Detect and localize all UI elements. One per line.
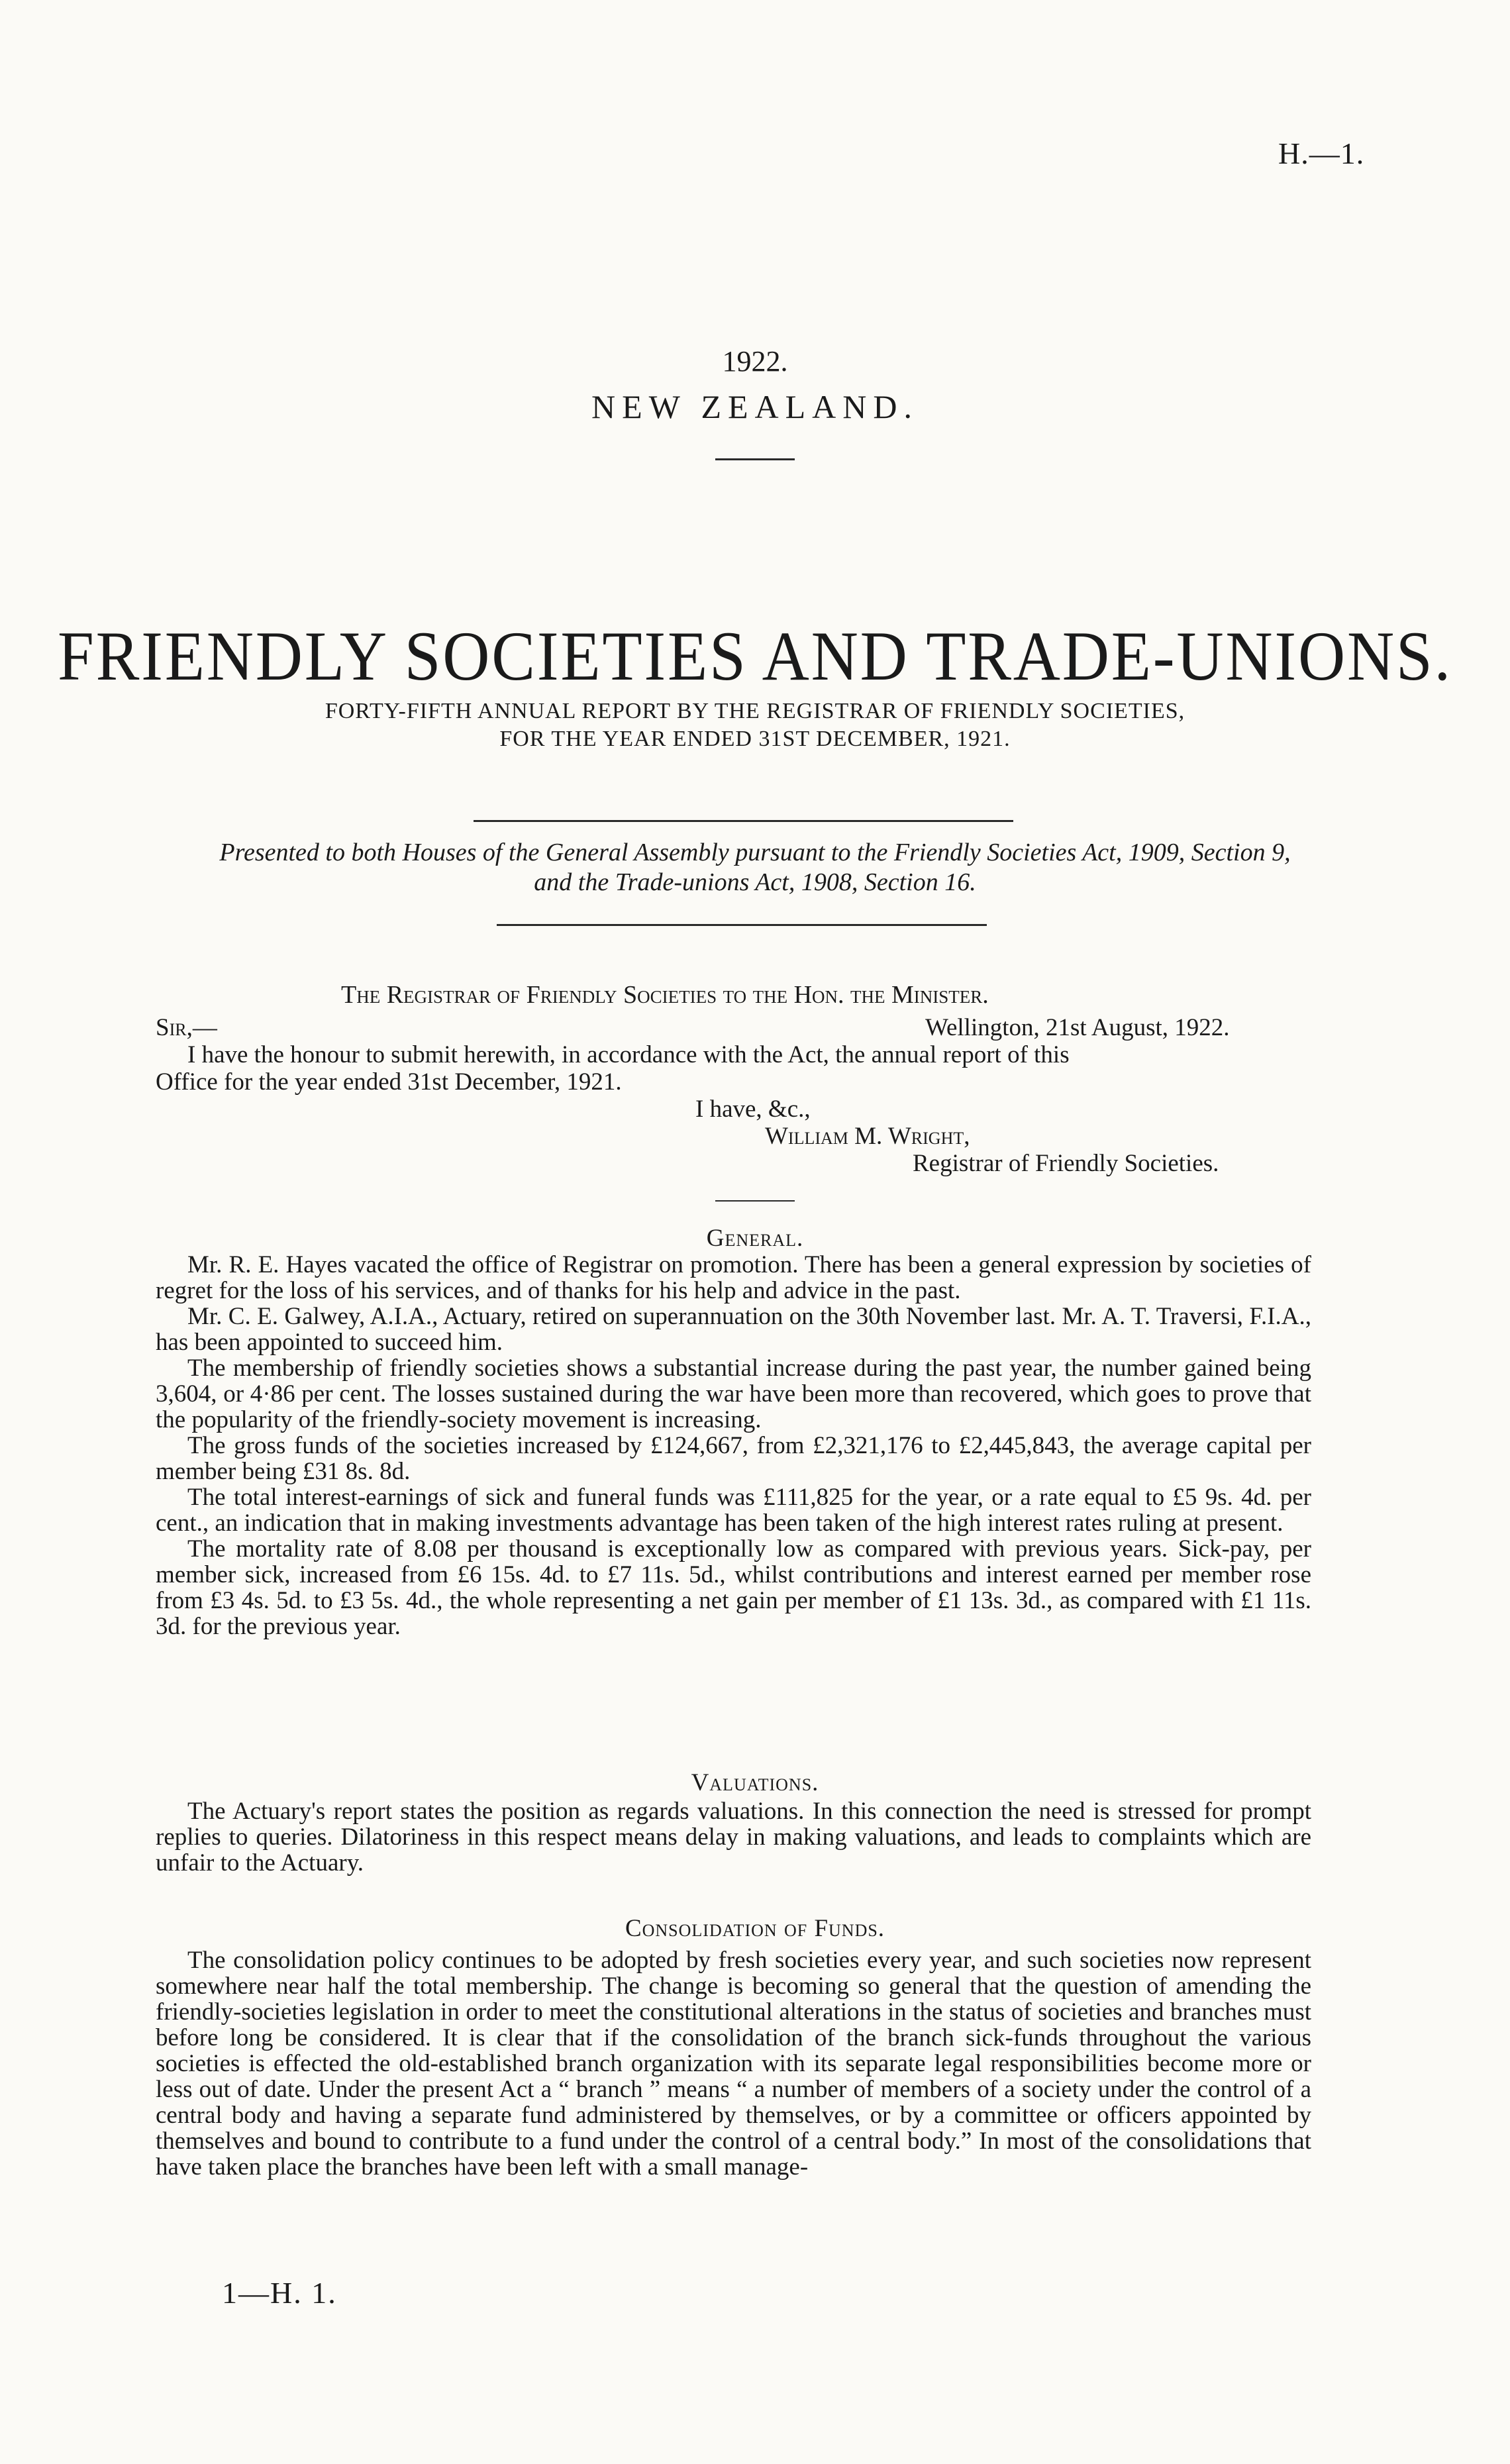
printer-signature-mark: 1—H. 1.	[222, 2276, 337, 2310]
document-title: FRIENDLY SOCIETIES AND TRADE-UNIONS.	[58, 617, 1452, 695]
section-heading-consolidation: Consolidation of Funds.	[625, 1915, 885, 1942]
letter-address: The Registrar of Friendly Societies to the Hon. the Minister.	[341, 981, 989, 1009]
letter-signatory-title: Registrar of Friendly Societies.	[913, 1150, 1219, 1177]
page-reference: H.—1.	[1278, 136, 1365, 170]
divider	[474, 820, 1013, 822]
general-paragraph: Mr. C. E. Galwey, A.I.A., Actuary, retired on superannuation on the 30th November last. Mr. A. T. Traversi, F.I.A., has been appointed to succeed him.	[156, 1303, 1311, 1356]
divider	[715, 1200, 795, 1202]
year: 1922.	[722, 345, 788, 378]
general-paragraph: The membership of friendly societies shows a substantial increase during the past year, the number gained being 3,604, or 4·86 per cent. The losses sustained during the war have been more than recovered, which goes to prove that the popularity of the friendly-society movement is increasing.	[156, 1355, 1311, 1433]
letter-signatory: William M. Wright,	[765, 1123, 970, 1150]
letter-place-date: Wellington, 21st August, 1922.	[925, 1014, 1230, 1041]
consolidation-paragraph: The consolidation policy continues to be adopted by fresh societies every year, and such societies now represent somewhere near half the total membership. The change is becoming so general that the question of amending the friendly-societies legislation in order to meet the constitutional alterations in the status of societies and branches must before long be considered. It is clear that if the consolidation of the branch sick-funds throughout the various societies is effected the old-established branch organization with its separate legal responsibilities become more or less out of date. Under the present Act a “ branch ” means “ a number of members of a society under the control of a central body and having a separate fund administered by themselves, or by a committee or officers appointed by themselves and bound to contribute to a fund under the control of a central body.” In most of the consolidations that have taken place the branches have been left with a small manage-	[156, 1947, 1311, 2181]
report-subtitle-line-2: FOR THE YEAR ENDED 31ST DECEMBER, 1921.	[499, 727, 1011, 751]
letter-salutation: Sir,—	[156, 1014, 217, 1041]
general-paragraph: Mr. R. E. Hayes vacated the office of Registrar on promotion. There has been a general expression by societies of regret for the loss of his services, and of thanks for his help and advice in the past.	[156, 1251, 1311, 1304]
letter-body-line-2: Office for the year ended 31st December, 1921.	[156, 1068, 622, 1096]
report-subtitle-line-1: FORTY-FIFTH ANNUAL REPORT BY THE REGISTRAR OF FRIENDLY SOCIETIES,	[325, 699, 1185, 723]
section-heading-valuations: Valuations.	[691, 1769, 819, 1796]
letter-body-line-1: I have the honour to submit herewith, in accordance with the Act, the annual report of this	[187, 1041, 1070, 1068]
general-paragraph: The mortality rate of 8.08 per thousand is exceptionally low as compared with previous years. Sick-pay, per member sick, increased from £6 15s. 4d. to £7 11s. 5d., whilst contributions and interest earned per member rose from £3 4s. 5d. to £3 5s. 4d., the whole representing a net gain per member of £1 13s. 3d., as compared with £1 11s. 3d. for the previous year.	[156, 1535, 1311, 1640]
valuations-section-body	[156, 1798, 1311, 1876]
general-paragraph: The gross funds of the societies increased by £124,667, from £2,321,176 to £2,445,843, the average capital per member being £31 8s. 8d.	[156, 1432, 1311, 1485]
general-paragraph: The total interest-earnings of sick and funeral funds was £111,825 for the year, or a rate equal to £5 9s. 4d. per cent., an indication that in making investments advantage has been taken of the high interest rates ruling at present.	[156, 1484, 1311, 1537]
consolidation-section-body	[156, 1947, 1311, 2180]
section-heading-general: General.	[706, 1225, 804, 1252]
divider	[715, 458, 795, 460]
country: NEW ZEALAND.	[591, 388, 919, 425]
presented-line-1: Presented to both Houses of the General Assembly pursuant to the Friendly Societies Act, 1909, Section 9,	[219, 839, 1291, 866]
general-section-body	[156, 1252, 1311, 1639]
divider	[497, 924, 987, 926]
letter-closing: I have, &c.,	[695, 1096, 811, 1123]
valuations-paragraph: The Actuary's report states the position as regards valuations. In this connection the need is stressed for prompt replies to queries. Dilatoriness in this respect means delay in making valuations, and leads to complaints which are unfair to the Actuary.	[156, 1798, 1311, 1876]
presented-line-2: and the Trade-unions Act, 1908, Section 16.	[534, 868, 976, 896]
